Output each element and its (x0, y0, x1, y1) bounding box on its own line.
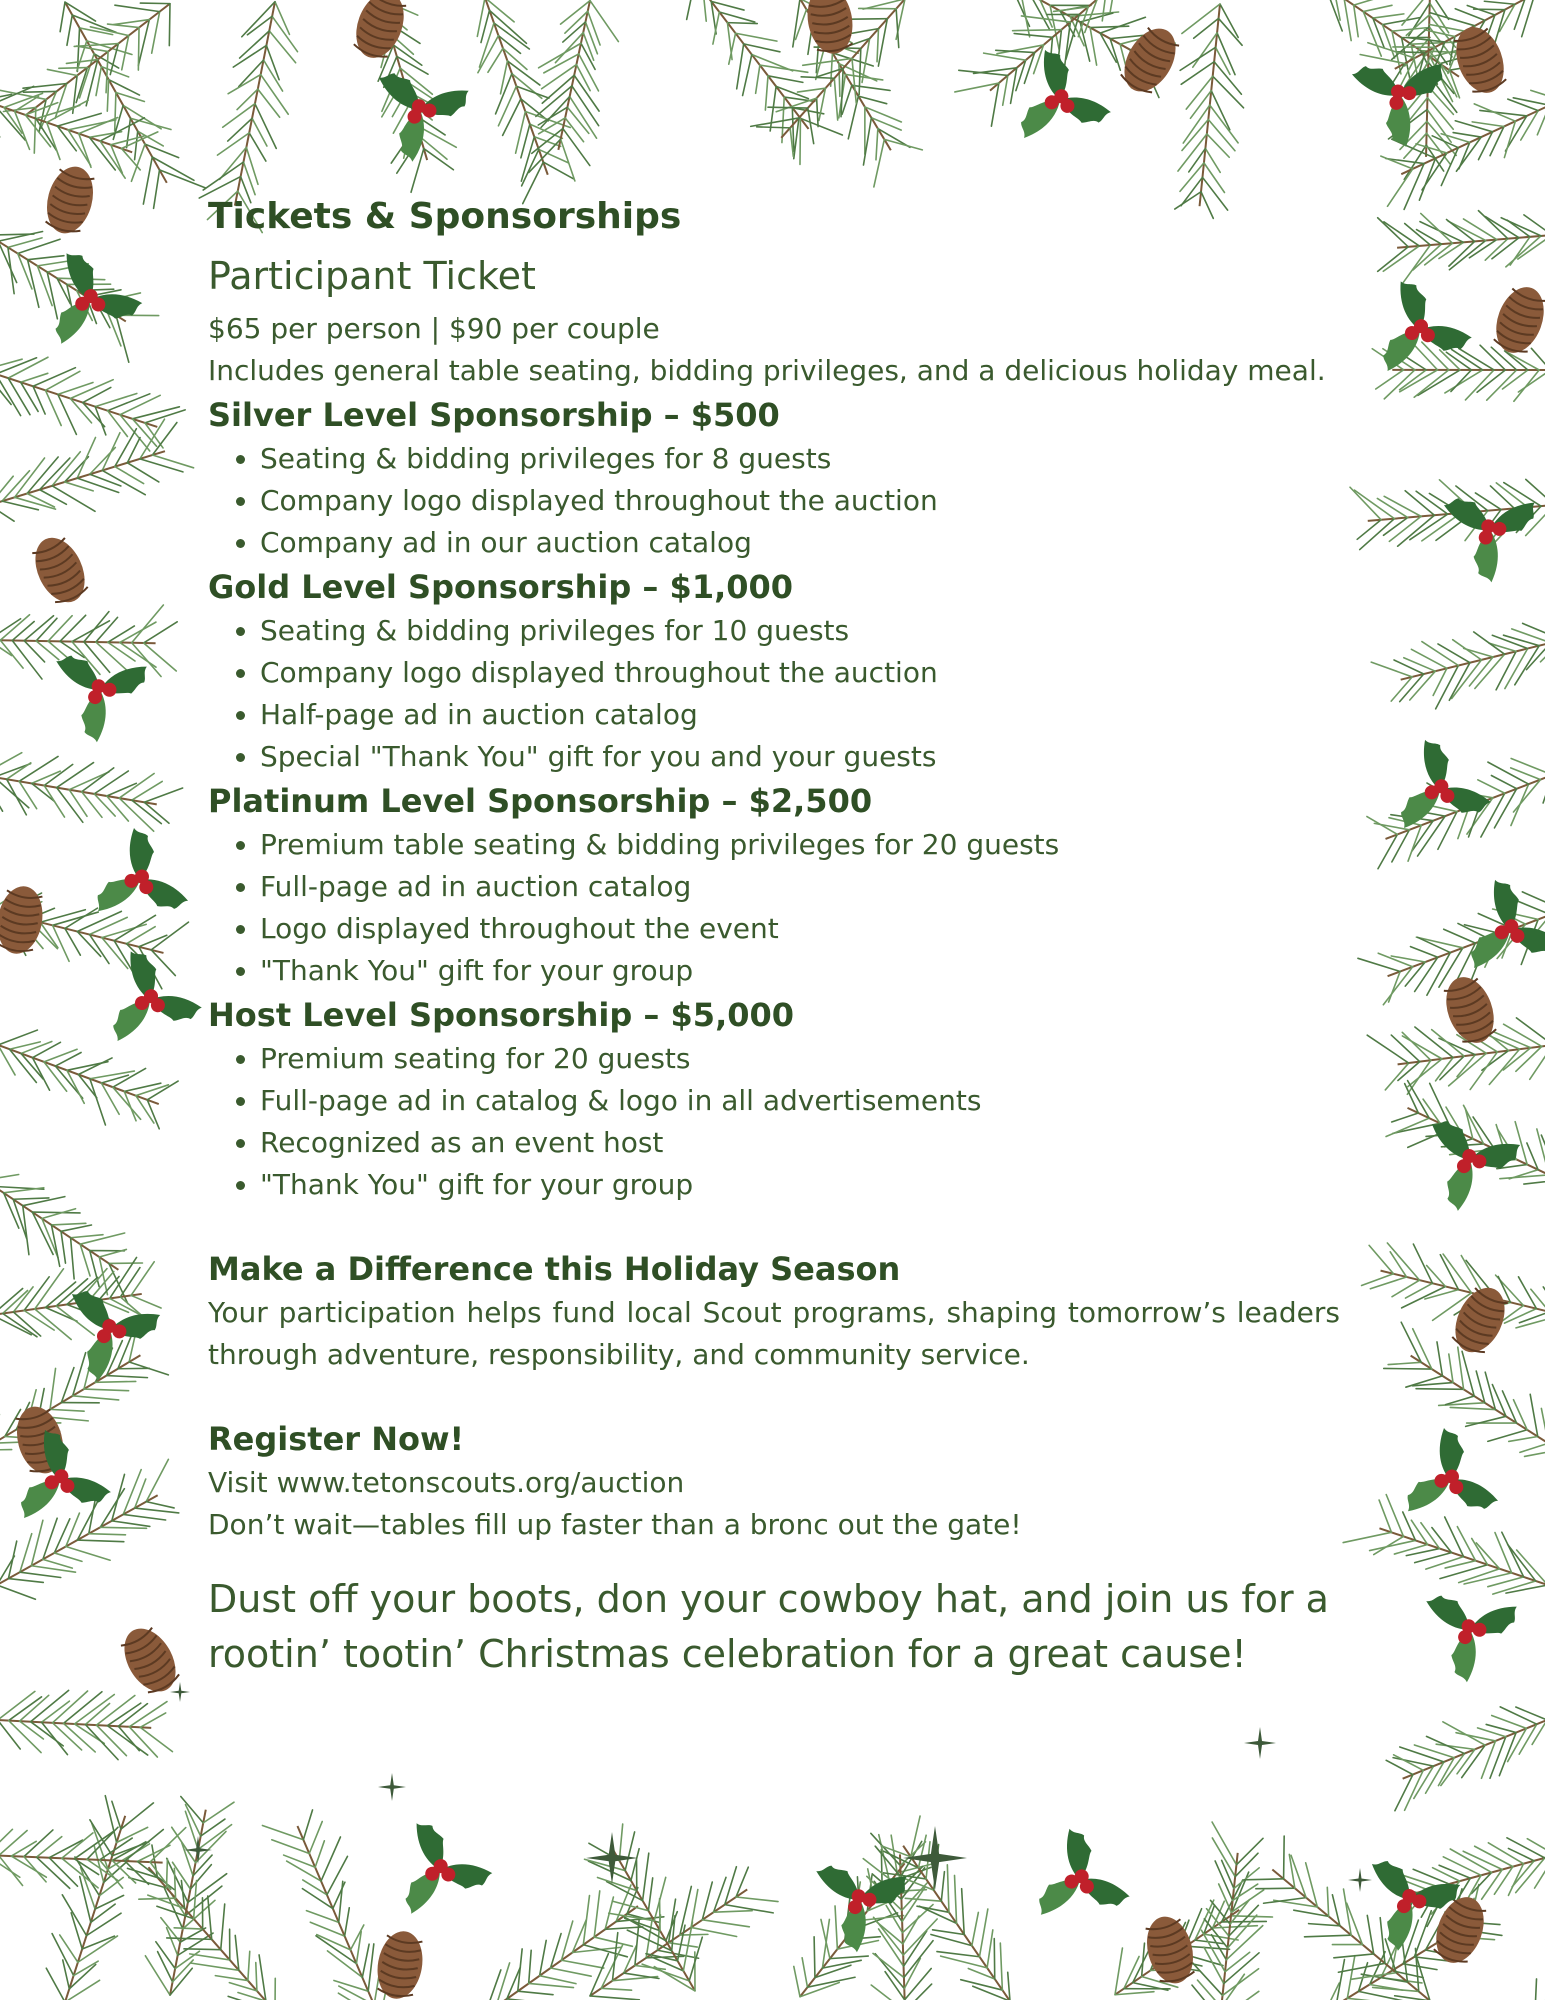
list-item: • Full-page ad in auction catalog (260, 866, 1340, 908)
holly-icon (44, 242, 151, 358)
benefit-list (208, 824, 1340, 992)
pine-branch-icon (0, 1030, 178, 1129)
sparkle-star-icon (586, 1832, 638, 1884)
holly-icon (1387, 728, 1507, 855)
pine-branch-icon (0, 86, 158, 178)
participant-price: $65 per person | $90 per couple (208, 312, 660, 345)
pine-branch-icon (1343, 1495, 1545, 1594)
benefit-list (208, 610, 1340, 778)
holly-icon (1433, 461, 1545, 592)
sponsorship-silver (208, 392, 1340, 564)
list-item: • Full-page ad in catalog & logo in all advertisements (260, 1080, 1340, 1122)
list-item: • Seating & bidding privileges for 8 guests (260, 438, 1340, 480)
pine-branch-icon (1371, 623, 1545, 708)
list-item: • Company ad in our auction catalog (260, 522, 1340, 564)
closing-message: Dust off your boots, don your cowboy hat, and join us for a rootin’ tootin’ Christmas celebration for a great cause! (208, 1577, 1329, 1676)
pine-branch-icon (0, 1174, 142, 1303)
sponsorship-gold (208, 564, 1340, 778)
sponsorship-host (208, 992, 1340, 1206)
register-note: Don’t wait—tables fill up faster than a bronc out the gate! (208, 1508, 1022, 1541)
pine-branch-icon (145, 1797, 234, 1996)
pinecone-icon (1488, 281, 1545, 360)
list-item: • Special "Thank You" gift for you and your guests (260, 736, 1340, 778)
sponsorship-platinum (208, 778, 1340, 992)
difference-heading: Make a Difference this Holiday Season (208, 1250, 901, 1288)
pine-branch-icon (1367, 758, 1545, 868)
pine-branch-icon (1362, 1243, 1545, 1331)
benefit-list (208, 438, 1340, 564)
holly-icon (394, 1812, 501, 1928)
list-item: • Premium seating for 20 guests (260, 1038, 1340, 1080)
sparkle-star-icon (1244, 1727, 1276, 1759)
list-item: • "Thank You" gift for your group (260, 1164, 1340, 1206)
pine-branch-icon (127, 1845, 275, 2000)
pine-branch-icon (0, 419, 194, 521)
sparkle-star-icon (378, 1773, 406, 1801)
list-item: • Company logo displayed throughout the auction (260, 480, 1340, 522)
list-item: • Recognized as an event host (260, 1122, 1340, 1164)
participant-heading: Participant Ticket (208, 254, 536, 298)
pinecone-icon (26, 530, 95, 610)
sparkle-star-icon (903, 1826, 967, 1890)
sparkle-star-icon (170, 1682, 190, 1702)
level-heading: Silver Level Sponsorship – $500 (208, 396, 780, 434)
pine-branch-icon (1535, 1871, 1545, 2000)
pinecone-icon (114, 1620, 186, 1701)
pine-branch-icon (477, 0, 573, 204)
list-item: • Half-page ad in auction catalog (260, 694, 1340, 736)
pine-branch-icon (0, 1690, 172, 1759)
holly-icon (1024, 1817, 1149, 1948)
holly-icon (1370, 270, 1484, 392)
participant-section (208, 250, 1340, 392)
difference-text: Your participation helps fund local Scout programs, shaping tomorrow’s leaders through adventure, responsibility, and community service. (208, 1296, 1340, 1371)
pine-branch-icon (1175, 4, 1244, 218)
sparkle-star-icon (1348, 1868, 1372, 1892)
list-item: • "Thank You" gift for your group (260, 950, 1340, 992)
pine-branch-icon (262, 1810, 387, 2000)
register-heading: Register Now! (208, 1420, 465, 1458)
pinecone-icon (40, 161, 100, 238)
holly-icon (1457, 868, 1545, 995)
pine-branch-icon (0, 1827, 186, 1889)
page-title: Tickets & Sponsorships (208, 196, 682, 237)
list-item: • Logo displayed throughout the event (260, 908, 1340, 950)
list-item: • Premium table seating & bidding privileges for 20 guests (260, 824, 1340, 866)
level-heading: Platinum Level Sponsorship – $2,500 (208, 782, 873, 820)
pine-branch-icon (0, 357, 185, 451)
pinecone-icon (1448, 21, 1513, 100)
pine-branch-icon (0, 753, 183, 832)
level-heading: Host Level Sponsorship – $5,000 (208, 996, 795, 1034)
holly-icon (1423, 1100, 1530, 1216)
difference-section (208, 1246, 1340, 1376)
benefit-list (208, 1038, 1340, 1206)
register-link[interactable]: Visit www.tetonscouts.org/auction (208, 1466, 685, 1499)
participant-description: Includes general table seating, bidding privileges, and a delicious holiday meal. (208, 354, 1326, 387)
pine-branch-icon (1378, 211, 1545, 283)
pine-branch-icon (1386, 1707, 1545, 1811)
register-section (208, 1416, 1340, 1546)
pinecone-icon (372, 1928, 427, 2000)
pine-branch-icon (46, 1796, 153, 2000)
pine-branch-icon (0, 232, 159, 363)
holly-icon (1416, 1563, 1536, 1690)
list-item: • Company logo displayed throughout the auction (260, 652, 1340, 694)
holly-icon (100, 940, 214, 1062)
pinecone-icon (1140, 1911, 1200, 1988)
list-item: • Seating & bidding privileges for 10 guests (260, 610, 1340, 652)
pine-branch-icon (529, 1, 618, 181)
level-heading: Gold Level Sponsorship – $1,000 (208, 568, 794, 606)
main-content (208, 192, 1340, 1682)
